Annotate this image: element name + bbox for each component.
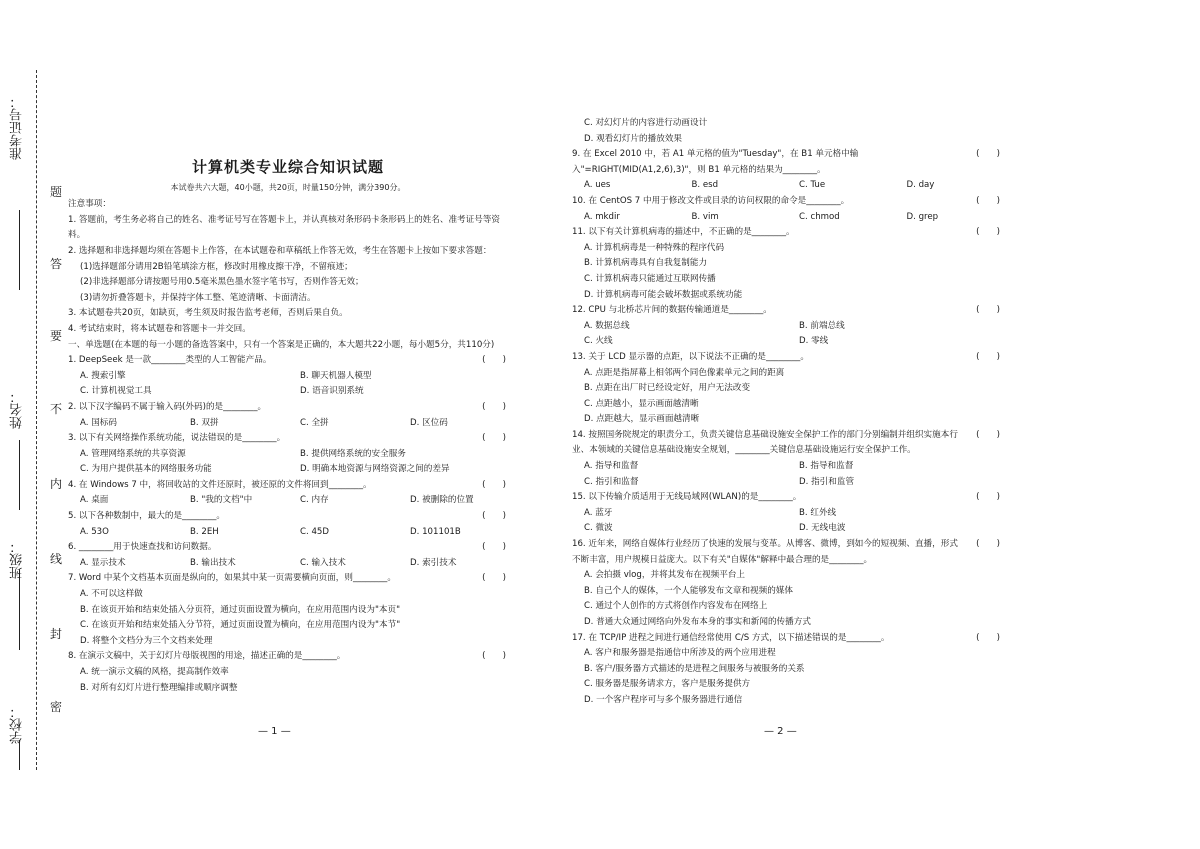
question [572, 537, 1002, 631]
option: D. 观看幻灯片的播放效果 [584, 133, 683, 144]
option: A. 客户和服务器是指通信中所涉及的两个应用进程 [584, 648, 776, 659]
notice-item: (2)非选择题部分请按题号用0.5毫米黑色墨水签字笔书写，否则作答无效； [80, 277, 364, 288]
seal-char: 密 [50, 700, 63, 714]
option: B. esd [691, 180, 719, 191]
option: B. 在该页开始和结束处插入分页符，通过页面设置为横向，在应用范围内设为"本页" [80, 604, 401, 615]
section-heading: 一、单选题(在本题的每一小题的备选答案中，只有一个答案是正确的，本大题共22小题，每小题5分，共110分) [68, 339, 495, 350]
answer-parentheses: ( ) [976, 149, 1000, 160]
option: B. 红外线 [799, 507, 837, 518]
option: B. 2EH [190, 526, 219, 537]
option: A. 53O [80, 526, 109, 537]
question [572, 350, 1002, 428]
option-list [572, 366, 1002, 428]
answer-parentheses: ( ) [482, 355, 506, 366]
option: C. 在该页开始和结束处插入分节符，通过页面设置为横向，在应用范围内设为"本节" [80, 620, 401, 631]
question [68, 509, 508, 540]
option: B. 指导和监督 [799, 461, 854, 472]
question [572, 225, 1002, 303]
seal-char: 答 [50, 257, 63, 271]
option: D. 计算机病毒可能会破坏数据或系统功能 [584, 289, 743, 300]
class-underline [19, 570, 20, 650]
exam-number-label: 准考证号： [10, 95, 25, 160]
option: D. 无线电波 [799, 523, 846, 534]
question-stem: 17. 在 TCP/IP 进程之间进行通信经常使用 C/S 方式，以下描述错误的是________。 [572, 632, 890, 643]
question [572, 490, 1002, 537]
option: C. 为用户提供基本的网络服务功能 [80, 464, 212, 475]
answer-parentheses: ( ) [976, 539, 1000, 550]
option: B. 双拼 [190, 417, 219, 428]
question [572, 303, 1002, 350]
answer-parentheses: ( ) [976, 429, 1000, 440]
option: C. 计算机病毒只能通过互联网传播 [584, 273, 716, 284]
binding-strip [0, 0, 62, 849]
question [68, 571, 508, 649]
option: B. 对所有幻灯片进行整理编排或顺序调整 [80, 682, 238, 693]
question-stem: 16. 近年来，网络自媒体行业经历了快速的发展与变革。从博客、微博，到如今的短视频、直播，形式不断丰富，用户规模日益庞大。以下有关"自媒体"解释中最合理的是________。 [572, 539, 958, 565]
question-stem: 3. 以下有关网络操作系统功能，说法错误的是________。 [68, 433, 286, 444]
school-label: 学校： [10, 705, 25, 744]
notice-item: 3. 本试题卷共20页，如缺页，考生须及时报告监考老师，否则后果自负。 [68, 308, 348, 319]
option: B. 客户/服务器方式描述的是进程之间服务与被服务的关系 [584, 663, 805, 674]
option-list [572, 210, 1002, 226]
option: C. 内存 [300, 495, 329, 506]
question-list [68, 353, 508, 696]
option: D. 101101B [410, 526, 461, 537]
carried-options [572, 116, 1002, 147]
question-stem: 2. 以下汉字编码不属于输入码(外码)的是________。 [68, 401, 267, 412]
option: B. 前端总线 [799, 320, 845, 331]
question-stem: 5. 以下各种数制中，最大的是________。 [68, 511, 226, 522]
option-list [68, 416, 508, 432]
question [572, 631, 1002, 709]
question [572, 147, 1002, 194]
option: A. 会拍摄 vlog，并将其发布在视频平台上 [584, 570, 746, 581]
left-column [68, 160, 508, 696]
seal-char: 线 [50, 552, 63, 566]
answer-parentheses: ( ) [482, 401, 506, 412]
option: B. vim [691, 211, 719, 222]
school-underline [19, 740, 20, 770]
option-list [572, 178, 1002, 194]
question-stem: 11. 以下有关计算机病毒的描述中，不正确的是________。 [572, 227, 795, 238]
option: C. 服务器是服务请求方，客户是服务提供方 [584, 679, 751, 690]
question [68, 649, 508, 696]
question-stem: 12. CPU 与北桥芯片间的数据传输通道是________。 [572, 305, 772, 316]
option-list [572, 459, 1002, 490]
option: B. 输出技术 [190, 557, 236, 568]
option: D. 普通大众通过网络向外发布本身的事实和新闻的传播方式 [584, 617, 811, 627]
seal-char: 要 [50, 329, 63, 343]
option: B. 点距在出厂时已经设定好，用户无法改变 [584, 383, 751, 394]
option-list [68, 369, 508, 400]
option: D. grep [906, 211, 939, 222]
answer-parentheses: ( ) [482, 433, 506, 444]
answer-parentheses: ( ) [976, 492, 1000, 503]
right-column [572, 116, 1002, 709]
option: A. 显示技术 [80, 557, 126, 568]
option-list [68, 556, 508, 572]
question-stem: 1. DeepSeek 是一款________类型的人工智能产品。 [68, 355, 272, 366]
page-number: — 2 — [764, 726, 797, 737]
option: A. 统一演示文稿的风格，提高制作效率 [80, 667, 229, 677]
exam-number-underline [19, 210, 20, 290]
option: D. 零线 [799, 336, 829, 347]
answer-parentheses: ( ) [482, 542, 506, 553]
option: A. 点距是指屏幕上相邻两个同色像素单元之间的距离 [584, 367, 785, 378]
seal-char: 内 [50, 477, 63, 491]
question [68, 431, 508, 478]
question-stem: 7. Word 中某个文档基本页面是纵向的，如果其中某一页需要横向页面，则________。 [68, 573, 396, 584]
seal-char: 题 [50, 185, 63, 199]
option-list [572, 319, 1002, 350]
option: D. 将整个文档分为三个文档来处理 [80, 635, 213, 646]
option-list [572, 568, 1002, 630]
question [68, 540, 508, 571]
answer-parentheses: ( ) [482, 511, 506, 522]
option: A. 数据总线 [584, 320, 630, 331]
notice-item: 4. 考试结束时，将本试题卷和答题卡一并交回。 [68, 323, 251, 334]
option-list [572, 506, 1002, 537]
question-stem: 14. 按照国务院规定的职责分工，负责关键信息基础设施安全保护工作的部门分别编制并组织实施本行业、本领域的关键信息基础设施安全规划，________关键信息基础设施运行安全保护工作。 [572, 429, 958, 456]
question [68, 400, 508, 431]
option: A. ues [584, 180, 611, 191]
notice-title: 注意事项： [68, 199, 111, 210]
option: C. 输入技术 [300, 557, 346, 568]
question-stem: 15. 以下传输介质适用于无线局域网(WLAN)的是________。 [572, 492, 802, 503]
name-label: 姓名： [10, 390, 25, 429]
question-stem: 6. ________用于快速查找和访问数据。 [68, 542, 217, 553]
option: D. 点距越大，显示画面越清晰 [584, 414, 700, 425]
option-list [68, 525, 508, 541]
option: D. 指引和监管 [799, 476, 855, 487]
option: C. 微波 [584, 523, 613, 534]
notice-item: 2. 选择题和非选择题均须在答题卡上作答，在本试题卷和草稿纸上作答无效，考生在答题卡上按如下要求答题： [68, 245, 492, 256]
question [572, 428, 1002, 490]
notice-item: 1. 答题前，考生务必将自己的姓名、准考证号写在答题卡上，并认真核对条形码卡条形码上的姓名、准考证号等资料。 [68, 214, 501, 241]
question-stem: 13. 关于 LCD 显示器的点距，以下说法不正确的是________。 [572, 351, 809, 362]
option: C. 计算机视觉工具 [80, 386, 152, 397]
notice-list [68, 213, 508, 338]
answer-parentheses: ( ) [976, 351, 1000, 362]
option: A. 管理网络系统的共享资源 [80, 448, 186, 459]
option: D. 语音识别系统 [300, 386, 364, 397]
answer-parentheses: ( ) [482, 651, 506, 662]
option-list [572, 646, 1002, 708]
seal-char: 封 [50, 627, 63, 641]
seal-dashed-line [36, 70, 37, 770]
question [68, 478, 508, 509]
question-stem: 8. 在演示文稿中，关于幻灯片母版视图的用途，描述正确的是________。 [68, 651, 346, 662]
notice-item: (3)请勿折叠答题卡，并保持字体工整、笔迹清晰、卡面清洁。 [80, 292, 316, 303]
option: A. 不可以这样做 [80, 589, 143, 600]
option: C. 点距越小，显示画面越清晰 [584, 398, 699, 409]
option: C. chmod [799, 211, 840, 222]
option: C. 火线 [584, 336, 613, 347]
option: D. day [906, 180, 935, 191]
notice-item: (1)选择题部分请用2B铅笔填涂方框，修改时用橡皮擦干净，不留痕迹； [80, 261, 353, 272]
exam-subtitle: 本试卷共六大题，40小题，共20页，时量150分钟，满分390分。 [170, 182, 406, 192]
answer-parentheses: ( ) [482, 573, 506, 584]
option-list [572, 241, 1002, 303]
answer-parentheses: ( ) [482, 479, 506, 490]
option: B. 自己个人的媒体，一个人能够发布文章和视频的媒体 [584, 585, 794, 596]
page-number: — 1 — [258, 726, 291, 737]
answer-parentheses: ( ) [976, 195, 1000, 206]
option-list [68, 447, 508, 478]
option: D. 索引技术 [410, 557, 457, 568]
option-list [68, 493, 508, 509]
option: B. 聊天机器人模型 [300, 370, 372, 381]
answer-parentheses: ( ) [976, 632, 1000, 643]
answer-parentheses: ( ) [976, 227, 1000, 238]
question [68, 353, 508, 400]
question-stem: 9. 在 Excel 2010 中，若 A1 单元格的值为"Tuesday"，在 B1 单元格中输入"=RIGHT(MID(A1,2,6),3)"，则 B1 单元格的结果为________。 [572, 149, 859, 175]
option-list [68, 587, 508, 649]
option: A. 蓝牙 [584, 507, 613, 518]
option: C. Tue [799, 180, 826, 191]
option: A. 指导和监督 [584, 461, 639, 472]
option: C. 对幻灯片的内容进行动画设计 [584, 118, 708, 128]
option: D. 被删除的位置 [410, 495, 474, 506]
question-list [572, 147, 1002, 708]
option: B. 计算机病毒具有自我复制能力 [584, 258, 708, 269]
option: C. 45D [300, 526, 330, 537]
exam-title: 计算机类专业综合知识试题 [191, 158, 384, 176]
option: C. 通过个人创作的方式将创作内容发布在网络上 [584, 601, 768, 612]
option: A. mkdir [584, 211, 620, 222]
option: B. 提供网络系统的安全服务 [300, 448, 406, 459]
option: A. 国标码 [80, 417, 117, 428]
question [572, 194, 1002, 225]
class-label: 班级： [10, 540, 25, 579]
question-stem: 10. 在 CentOS 7 中用于修改文件或目录的访问权限的命令是________。 [572, 195, 850, 206]
option: B. "我的文档"中 [190, 495, 253, 506]
option: C. 全拼 [300, 417, 329, 428]
option: C. 指引和监督 [584, 476, 639, 487]
option: D. 一个客户程序可与多个服务器进行通信 [584, 694, 743, 705]
option: A. 搜索引擎 [80, 370, 126, 381]
option: A. 桌面 [80, 495, 109, 506]
option: D. 区位码 [410, 417, 448, 428]
seal-char: 不 [50, 402, 63, 416]
option: D. 明确本地资源与网络资源之间的差异 [300, 464, 450, 475]
option: A. 计算机病毒是一种特殊的程序代码 [584, 242, 725, 253]
name-underline [19, 440, 20, 510]
answer-parentheses: ( ) [976, 305, 1000, 316]
option-list [68, 665, 508, 696]
question-stem: 4. 在 Windows 7 中，将回收站的文件还原时，被还原的文件将回到________。 [68, 479, 372, 490]
